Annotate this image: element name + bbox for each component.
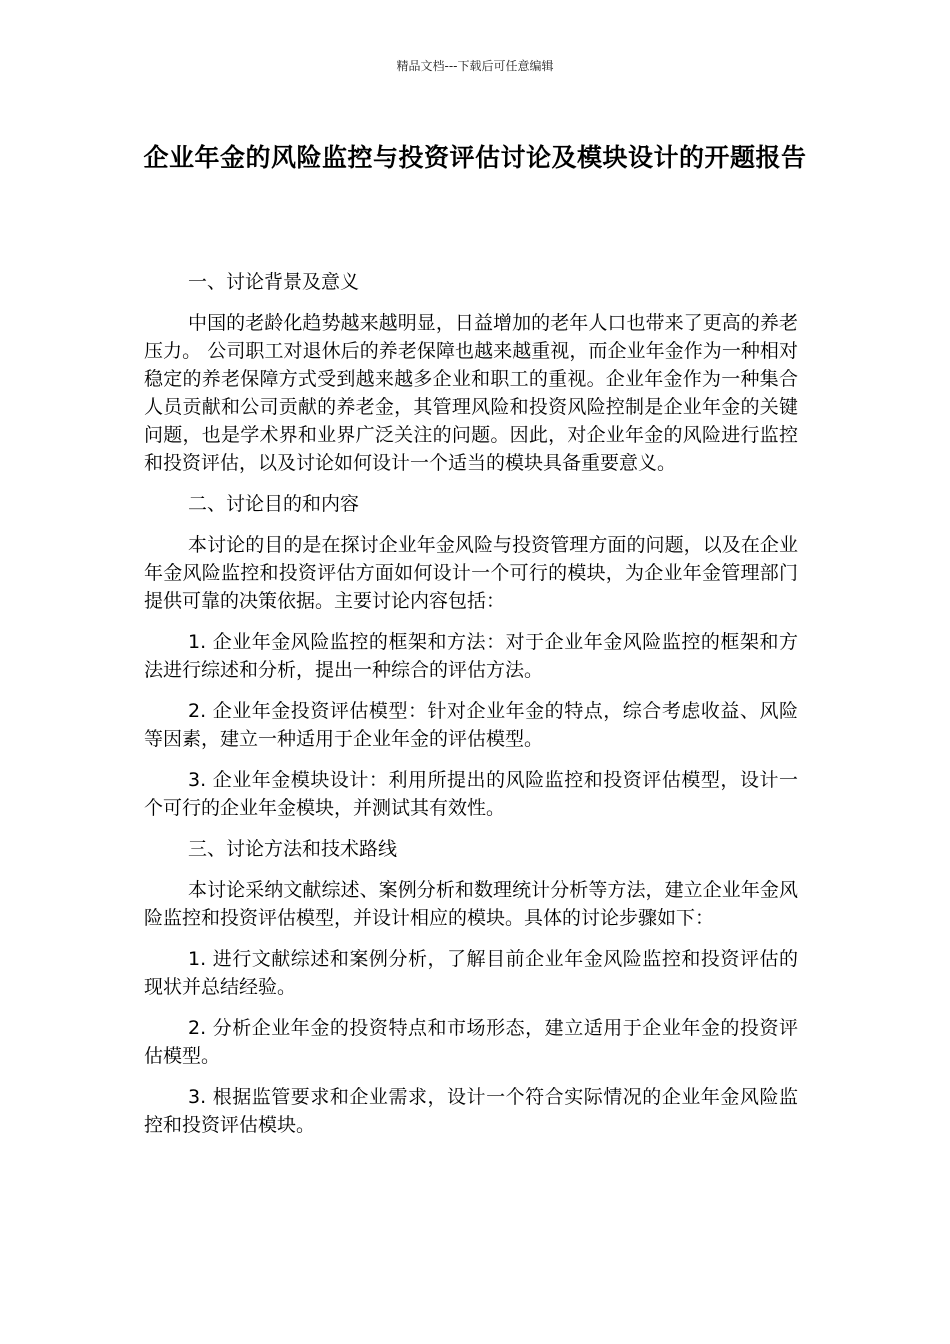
document-title: 企业年金的风险监控与投资评估讨论及模块设计的开题报告 (143, 143, 807, 172)
document-body (144, 268, 798, 1152)
section-heading-background: 一、讨论背景及意义 (188, 271, 360, 293)
list-item-method-3: 3. 根据监管要求和企业需求，设计一个符合实际情况的企业年金风险监控和投资评估模块。 (144, 1086, 798, 1136)
section-heading-purpose: 二、讨论目的和内容 (188, 493, 360, 515)
header-note: 精品文档---下载后可任意编辑 (396, 59, 554, 73)
list-item-purpose-3: 3. 企业年金模块设计：利用所提出的风险监控和投资评估模型，设计一个可行的企业年金模块，并测试其有效性。 (144, 769, 798, 819)
paragraph-background: 中国的老龄化趋势越来越明显，日益增加的老年人口也带来了更高的养老压力。 公司职工对退休后的养老保障也越来越重视，而企业年金作为一种相对稳定的养老保障方式受到越来越多企业和职工的重视。企业年金作为一种集合人员贡献和公司贡献的养老金，其管理风险和投资风险控制是企业年金的关键问题，也是学术界和业界广泛关注的问题。因此，对企业年金的风险进行监控和投资评估，以及讨论如何设计一个适当的模块具备重要意义。 (144, 312, 798, 474)
list-item-purpose-2: 2. 企业年金投资评估模型：针对企业年金的特点，综合考虑收益、风险等因素，建立一种适用于企业年金的评估模型。 (144, 700, 798, 750)
list-item-purpose-1: 1. 企业年金风险监控的框架和方法：对于企业年金风险监控的框架和方法进行综述和分析，提出一种综合的评估方法。 (144, 631, 798, 681)
list-item-method-1: 1. 进行文献综述和案例分析，了解目前企业年金风险监控和投资评估的现状并总结经验。 (144, 948, 798, 998)
paragraph-method: 本讨论采纳文献综述、案例分析和数理统计分析等方法，建立企业年金风险监控和投资评估模型，并设计相应的模块。具体的讨论步骤如下： (144, 879, 798, 929)
section-heading-method: 三、讨论方法和技术路线 (188, 838, 398, 860)
paragraph-purpose: 本讨论的目的是在探讨企业年金风险与投资管理方面的问题，以及在企业年金风险监控和投资评估方面如何设计一个可行的模块，为企业年金管理部门提供可靠的决策依据。主要讨论内容包括： (144, 534, 798, 612)
list-item-method-2: 2. 分析企业年金的投资特点和市场形态，建立适用于企业年金的投资评估模型。 (144, 1017, 798, 1067)
